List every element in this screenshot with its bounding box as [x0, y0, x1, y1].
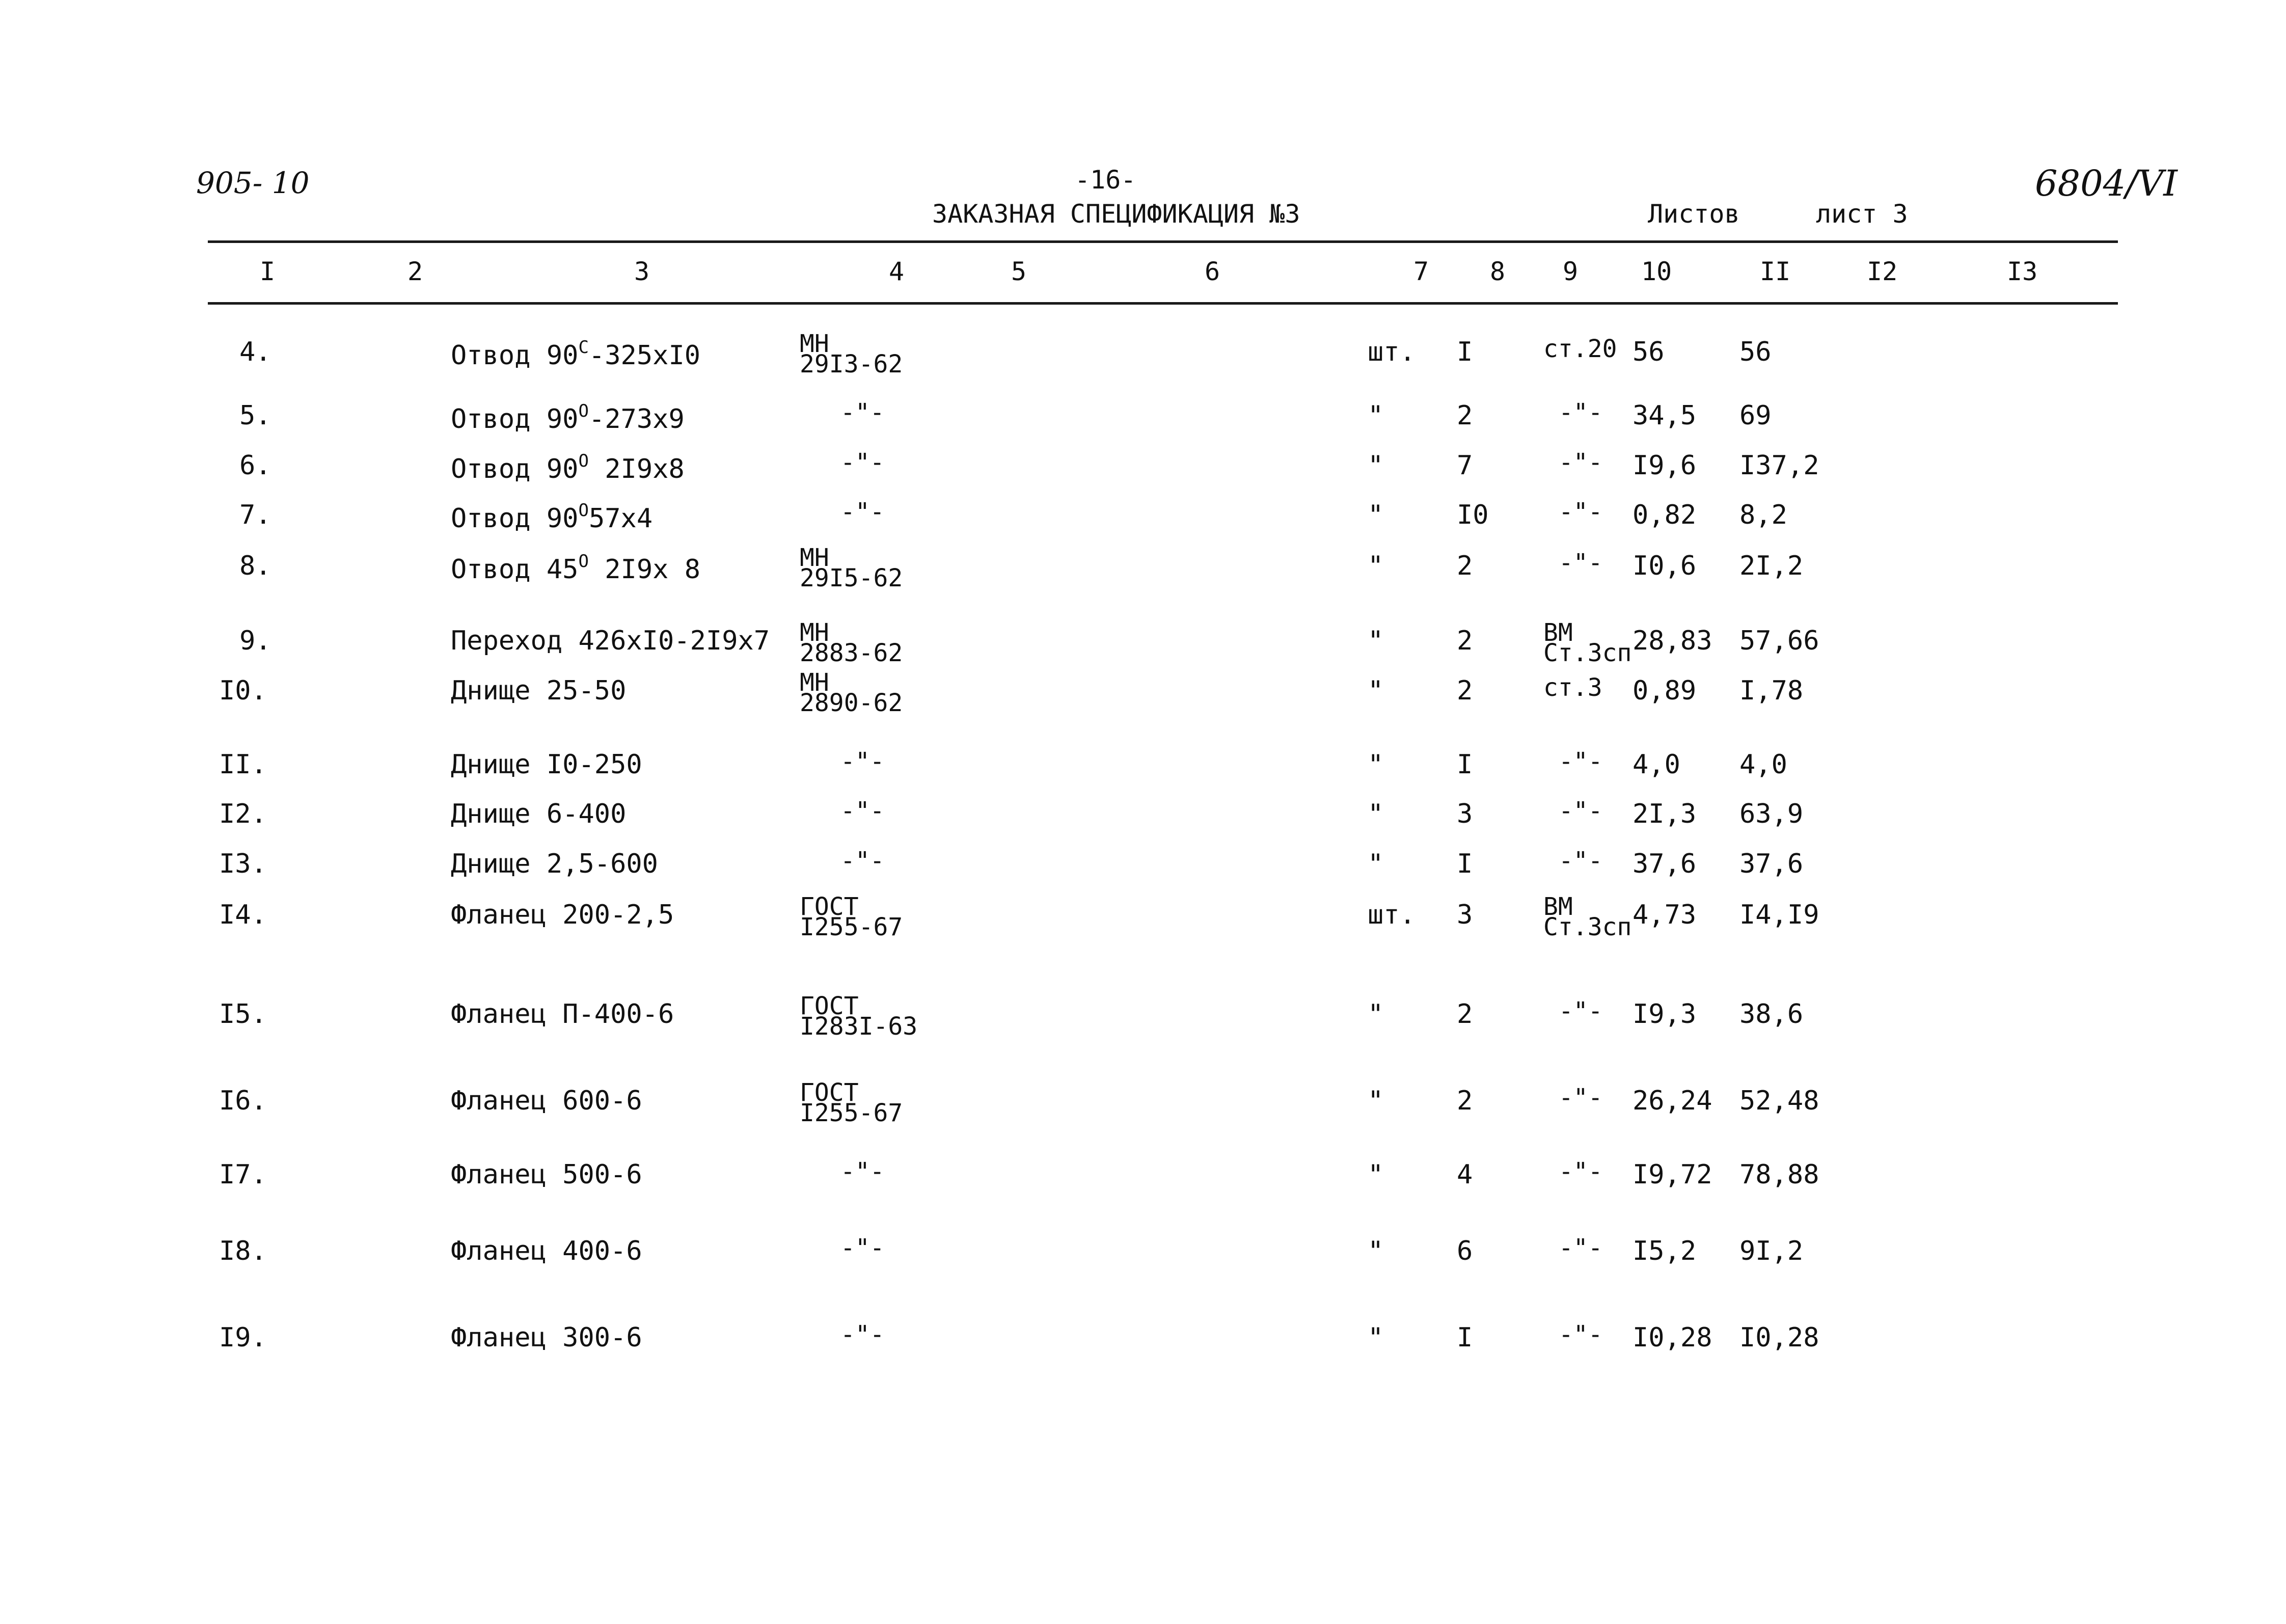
material [1559, 398, 1603, 427]
item-name [451, 1238, 642, 1264]
standard-ref-line: I283I-63 [800, 1012, 918, 1041]
quantity: 2 [1457, 675, 1473, 706]
item-name [451, 553, 700, 583]
item-name [451, 1088, 642, 1114]
unit: " [1368, 400, 1384, 431]
quantity: I0 [1457, 500, 1489, 530]
total-mass: 57,66 [1739, 626, 1819, 656]
total-mass: 8,2 [1739, 500, 1787, 530]
total-mass: 37,6 [1739, 849, 1804, 879]
standard-ref-line: 29I3-62 [800, 350, 903, 378]
unit: " [1368, 1236, 1384, 1266]
material-line: -"- [1559, 1157, 1603, 1186]
unit-mass: I0,6 [1632, 551, 1697, 581]
material [1543, 335, 1617, 363]
item-name-text: Фланец П-400-6 [451, 999, 674, 1030]
unit-mass: I5,2 [1632, 1236, 1697, 1266]
quantity: 2 [1457, 551, 1473, 581]
column-header: 8 [1490, 257, 1506, 286]
standard-ref [800, 544, 903, 592]
material [1559, 797, 1603, 825]
item-name-text: Днище I0-250 [451, 749, 642, 780]
unit: " [1368, 500, 1384, 530]
item-name [451, 851, 658, 877]
quantity: 2 [1457, 626, 1473, 656]
row-number: I3. [219, 849, 267, 879]
column-header: 9 [1563, 257, 1579, 286]
row-number: 7. [239, 500, 271, 530]
unit-mass: I9,72 [1632, 1159, 1712, 1190]
quantity: I [1457, 1322, 1473, 1353]
item-name-size: 2I9x 8 [588, 554, 701, 585]
unit: " [1368, 626, 1384, 656]
standard-ref [800, 1078, 903, 1127]
standard-ref-line: I255-67 [800, 1099, 903, 1127]
column-header: I2 [1867, 257, 1898, 286]
material [1543, 673, 1602, 702]
material-line: ст.20 [1543, 335, 1617, 363]
item-name-text: Фланец 400-6 [451, 1236, 642, 1266]
material [1559, 847, 1603, 875]
unit-mass: 37,6 [1632, 849, 1697, 879]
column-header: 4 [889, 257, 905, 286]
material-line: -"- [1559, 997, 1603, 1025]
row-number: I7. [219, 1159, 267, 1190]
item-name-size: 57x4 [588, 503, 653, 534]
item-name [451, 452, 685, 482]
unit-mass: 34,5 [1632, 400, 1697, 431]
standard-ref [840, 1320, 885, 1349]
degree-mark: О [578, 551, 589, 572]
standard-ref-line: -"- [840, 498, 885, 526]
unit: " [1368, 1086, 1384, 1116]
item-name-text: Отвод 90 [451, 340, 579, 371]
item-name [451, 1161, 642, 1188]
column-header: 5 [1011, 257, 1027, 286]
standard-ref [840, 747, 885, 776]
standard-ref-line: 2883-62 [800, 639, 903, 667]
material [1559, 997, 1603, 1025]
item-name [451, 999, 674, 1030]
row-number: 8. [239, 551, 271, 581]
total-mass: 38,6 [1739, 999, 1804, 1030]
column-header: II [1760, 257, 1791, 286]
degree-mark: О [578, 451, 589, 471]
unit: " [1368, 1159, 1384, 1190]
sheets-label: Листов [1648, 199, 1740, 229]
item-name-text: Фланец 300-6 [451, 1322, 642, 1353]
standard-ref [840, 847, 885, 875]
total-mass: 2I,2 [1739, 551, 1804, 581]
standard-ref [840, 448, 885, 477]
unit: " [1368, 551, 1384, 581]
material [1543, 618, 1632, 667]
item-name [451, 675, 627, 706]
row-number: I5. [219, 999, 267, 1030]
standard-ref-line: -"- [840, 1157, 885, 1186]
header-top-rule [208, 240, 2118, 243]
standard-ref [840, 797, 885, 825]
total-mass: I0,28 [1739, 1322, 1819, 1353]
total-mass: 56 [1739, 337, 1772, 367]
unit-mass: I9,3 [1632, 999, 1697, 1030]
row-number: I0. [219, 675, 267, 706]
quantity: 4 [1457, 1159, 1473, 1190]
row-number: 9. [239, 626, 271, 656]
unit-mass: 28,83 [1632, 626, 1712, 656]
item-name-text: Днище 2,5-600 [451, 849, 658, 879]
material-line: -"- [1559, 1084, 1603, 1112]
unit: " [1368, 675, 1384, 706]
standard-ref-line: -"- [840, 448, 885, 477]
material-line: -"- [1559, 747, 1603, 776]
material-line: -"- [1559, 498, 1603, 526]
unit-mass: 26,24 [1632, 1086, 1712, 1116]
item-name-size: -273x9 [588, 404, 685, 435]
item-name-size: 2I9x8 [588, 454, 685, 484]
quantity: 3 [1457, 900, 1473, 930]
standard-ref [840, 1157, 885, 1186]
sheet-label: лист 3 [1816, 199, 1908, 229]
row-number: I2. [219, 799, 267, 829]
row-number: 6. [239, 450, 271, 481]
quantity: 2 [1457, 999, 1473, 1030]
unit-mass: 56 [1632, 337, 1665, 367]
unit-mass: I9,6 [1632, 450, 1697, 481]
standard-ref-line: 2890-62 [800, 689, 903, 717]
material [1543, 892, 1632, 941]
unit-mass: 4,0 [1632, 749, 1680, 780]
column-header: 10 [1641, 257, 1672, 286]
degree-mark: О [578, 401, 589, 421]
material [1559, 747, 1603, 776]
total-mass: 78,88 [1739, 1159, 1819, 1190]
item-name-text: Фланец 600-6 [451, 1086, 642, 1116]
standard-ref-line: МН [800, 544, 829, 572]
total-mass: I,78 [1739, 675, 1804, 706]
standard-ref-line: -"- [840, 1320, 885, 1349]
row-number: 4. [239, 337, 271, 367]
material [1559, 448, 1603, 477]
unit: " [1368, 799, 1384, 829]
standard-ref-line: ГОСТ [800, 892, 859, 921]
total-mass: I37,2 [1739, 450, 1819, 481]
standard-ref-line: МН [800, 668, 829, 697]
item-name-text: Переход 426xI0-2I9x7 [451, 626, 770, 656]
row-number: II. [219, 749, 267, 780]
column-header: 6 [1205, 257, 1220, 286]
item-name [451, 401, 685, 435]
item-name-text: Отвод 90 [451, 404, 579, 435]
quantity: 3 [1457, 799, 1473, 829]
stamp-number: 6804/VI [2035, 163, 2178, 204]
unit: " [1368, 749, 1384, 780]
unit: " [1368, 450, 1384, 481]
standard-ref-line: -"- [840, 398, 885, 427]
quantity: 6 [1457, 1236, 1473, 1266]
standard-ref [840, 398, 885, 427]
degree-mark: С [578, 337, 589, 358]
standard-ref [840, 1234, 885, 1262]
item-name-size: -325xI0 [588, 340, 701, 371]
material-line: -"- [1559, 1320, 1603, 1349]
row-number: I4. [219, 900, 267, 930]
standard-ref-line: I255-67 [800, 913, 903, 941]
material-line: Ст.3сп [1543, 913, 1632, 941]
quantity: 2 [1457, 400, 1473, 431]
total-mass: 9I,2 [1739, 1236, 1804, 1266]
quantity: 2 [1457, 1086, 1473, 1116]
page-number: -16- [1075, 165, 1136, 195]
degree-mark: О [578, 500, 589, 521]
material [1559, 498, 1603, 526]
material-line: -"- [1559, 847, 1603, 875]
item-name-text: Отвод 45 [451, 554, 579, 585]
material-line: ВМ [1543, 618, 1573, 647]
material-line: -"- [1559, 448, 1603, 477]
material [1559, 1234, 1603, 1262]
unit-mass: I0,28 [1632, 1322, 1712, 1353]
standard-ref [800, 992, 918, 1041]
page-title: ЗАКАЗНАЯ СПЕЦИФИКАЦИЯ №3 [932, 199, 1300, 229]
header-bottom-rule [208, 302, 2118, 305]
material-line: ст.3 [1543, 673, 1602, 702]
unit-mass: 0,82 [1632, 500, 1697, 530]
standard-ref-line: ГОСТ [800, 992, 859, 1020]
column-header: 3 [634, 257, 650, 286]
total-mass: 69 [1739, 400, 1772, 431]
material-line: -"- [1559, 797, 1603, 825]
standard-ref [800, 618, 903, 667]
material [1559, 1157, 1603, 1186]
unit: " [1368, 1322, 1384, 1353]
quantity: I [1457, 337, 1473, 367]
item-name-text: Фланец 200-2,5 [451, 900, 674, 930]
unit: " [1368, 849, 1384, 879]
row-number: I8. [219, 1236, 267, 1266]
item-name-text: Отвод 90 [451, 454, 579, 484]
item-name [451, 801, 626, 827]
standard-ref [800, 668, 903, 717]
column-header: I3 [2007, 257, 2038, 286]
item-name [451, 339, 700, 369]
total-mass: 4,0 [1739, 749, 1787, 780]
standard-ref-line: -"- [840, 847, 885, 875]
unit-mass: 2I,3 [1632, 799, 1697, 829]
item-name [451, 902, 674, 928]
standard-ref-line: ГОСТ [800, 1078, 859, 1107]
item-name-text: Днище 6-400 [451, 799, 627, 829]
doc-code: 905- 10 [196, 166, 310, 200]
standard-ref-line: МН [800, 330, 829, 358]
column-header: 2 [407, 257, 423, 286]
column-header: 7 [1413, 257, 1429, 286]
unit: шт. [1368, 900, 1416, 930]
item-name [451, 502, 652, 532]
standard-ref [800, 330, 903, 378]
total-mass: I4,I9 [1739, 900, 1819, 930]
material-line: -"- [1559, 549, 1603, 577]
item-name [451, 628, 770, 654]
quantity: I [1457, 849, 1473, 879]
row-number: I6. [219, 1086, 267, 1116]
material [1559, 1320, 1603, 1349]
material [1559, 1084, 1603, 1112]
unit: " [1368, 999, 1384, 1030]
item-name [451, 751, 642, 778]
item-name [451, 1324, 642, 1351]
item-name-text: Днище 25-50 [451, 675, 627, 706]
row-number: I9. [219, 1322, 267, 1353]
quantity: 7 [1457, 450, 1473, 481]
material-line: -"- [1559, 1234, 1603, 1262]
item-name-text: Фланец 500-6 [451, 1159, 642, 1190]
standard-ref-line: 29I5-62 [800, 564, 903, 592]
unit-mass: 0,89 [1632, 675, 1697, 706]
quantity: I [1457, 749, 1473, 780]
standard-ref-line: -"- [840, 747, 885, 776]
standard-ref [840, 498, 885, 526]
material-line: ВМ [1543, 892, 1573, 921]
row-number: 5. [239, 400, 271, 431]
material [1559, 549, 1603, 577]
total-mass: 52,48 [1739, 1086, 1819, 1116]
column-header: I [260, 257, 276, 286]
standard-ref [800, 892, 903, 941]
material-line: Ст.3сп [1543, 639, 1632, 667]
total-mass: 63,9 [1739, 799, 1804, 829]
material-line: -"- [1559, 398, 1603, 427]
standard-ref-line: МН [800, 618, 829, 647]
unit: шт. [1368, 337, 1416, 367]
standard-ref-line: -"- [840, 797, 885, 825]
item-name-text: Отвод 90 [451, 503, 579, 534]
unit-mass: 4,73 [1632, 900, 1697, 930]
standard-ref-line: -"- [840, 1234, 885, 1262]
